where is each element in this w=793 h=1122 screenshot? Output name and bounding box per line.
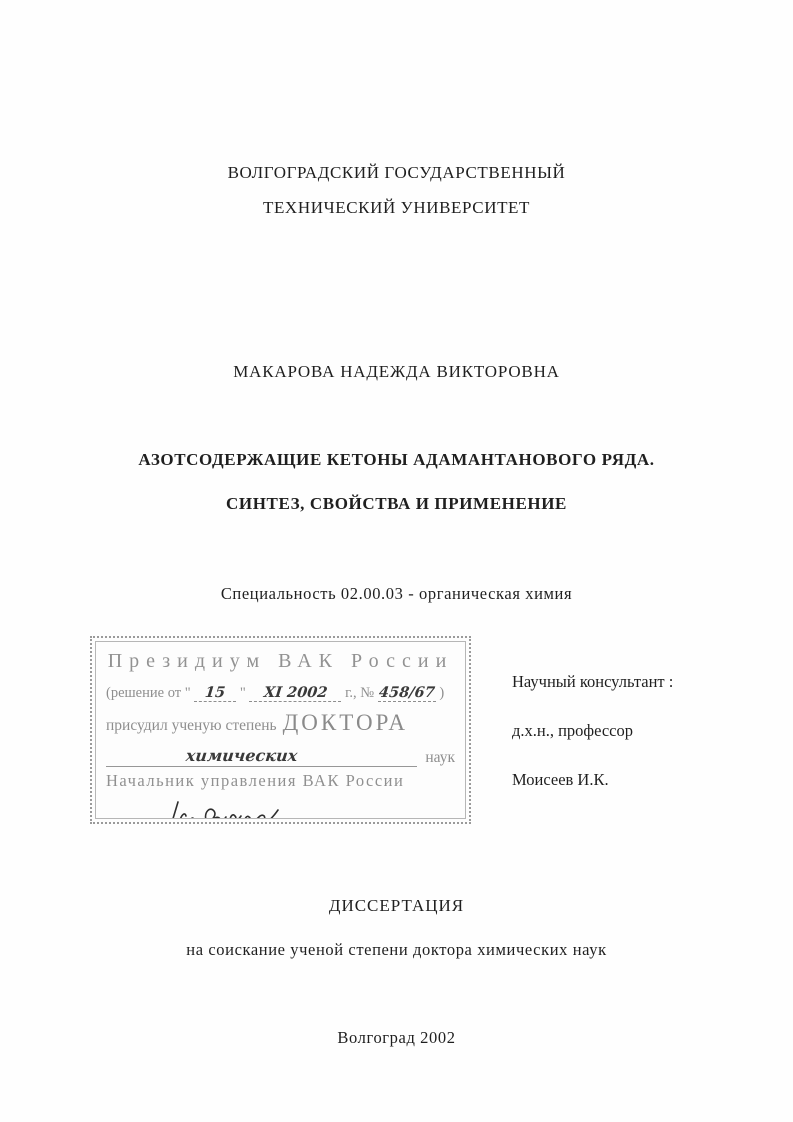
vak-approval-stamp <box>90 636 471 824</box>
university-name-line1: ВОЛГОГРАДСКИЙ ГОСУДАРСТВЕННЫЙ <box>227 163 566 182</box>
stamp-decision-quote: " <box>239 685 246 701</box>
stamp-awarded-line <box>106 710 455 736</box>
consultant-label: Научный консультант : <box>512 672 674 691</box>
consultant-block <box>512 672 673 819</box>
stamp-decision-prefix: (решение от " <box>106 685 191 701</box>
stamp-awarded-text: присудил ученую степень <box>106 717 277 735</box>
dissertation-title-line1: АЗОТСОДЕРЖАЩИЕ КЕТОНЫ АДАМАНТАНОВОГО РЯДА. <box>138 450 655 469</box>
author-name: МАКАРОВА НАДЕЖДА ВИКТОРОВНА <box>233 362 560 381</box>
dissertation-title-line2: СИНТЕЗ, СВОЙСТВА И ПРИМЕНЕНИЕ <box>226 494 567 513</box>
stamp-official-title: Начальник управления ВАК России <box>106 771 405 791</box>
stamp-header: Президиум ВАК России <box>107 650 454 672</box>
consultant-degree: д.х.н., профессор <box>512 721 634 740</box>
specialty-line: Специальность 02.00.03 - органическая химия <box>220 584 573 603</box>
stamp-field-suffix: наук <box>425 749 455 767</box>
stamp-field-underline <box>106 746 417 767</box>
consultant-name: Моисеев И.К. <box>512 770 609 789</box>
city-and-year: Волгоград 2002 <box>337 1028 456 1047</box>
stamp-decision-middle: г., № <box>345 685 375 701</box>
stamp-decision-line <box>106 685 455 702</box>
stamp-field-handwritten: химических <box>184 746 299 766</box>
university-name-line2: ТЕХНИЧЕСКИЙ УНИВЕРСИТЕТ <box>262 198 531 217</box>
vak-stamp-inner-frame <box>95 641 466 819</box>
stamp-decision-number-handwritten: 458/67 <box>377 684 436 701</box>
stamp-decision-day-handwritten: 15 <box>204 684 227 701</box>
stamp-degree-word: ДОКТОРА <box>282 710 409 736</box>
document-type: ДИССЕРТАЦИЯ <box>328 896 465 915</box>
stamp-field-line <box>106 746 455 767</box>
stamp-decision-suffix: ) <box>439 685 445 701</box>
signature-handwriting <box>166 796 366 819</box>
document-subtitle: на соискание ученой степени доктора химических наук <box>186 940 607 959</box>
stamp-decision-month-year-handwritten: XI 2002 <box>262 684 329 701</box>
stamp-signature-row <box>106 793 455 819</box>
